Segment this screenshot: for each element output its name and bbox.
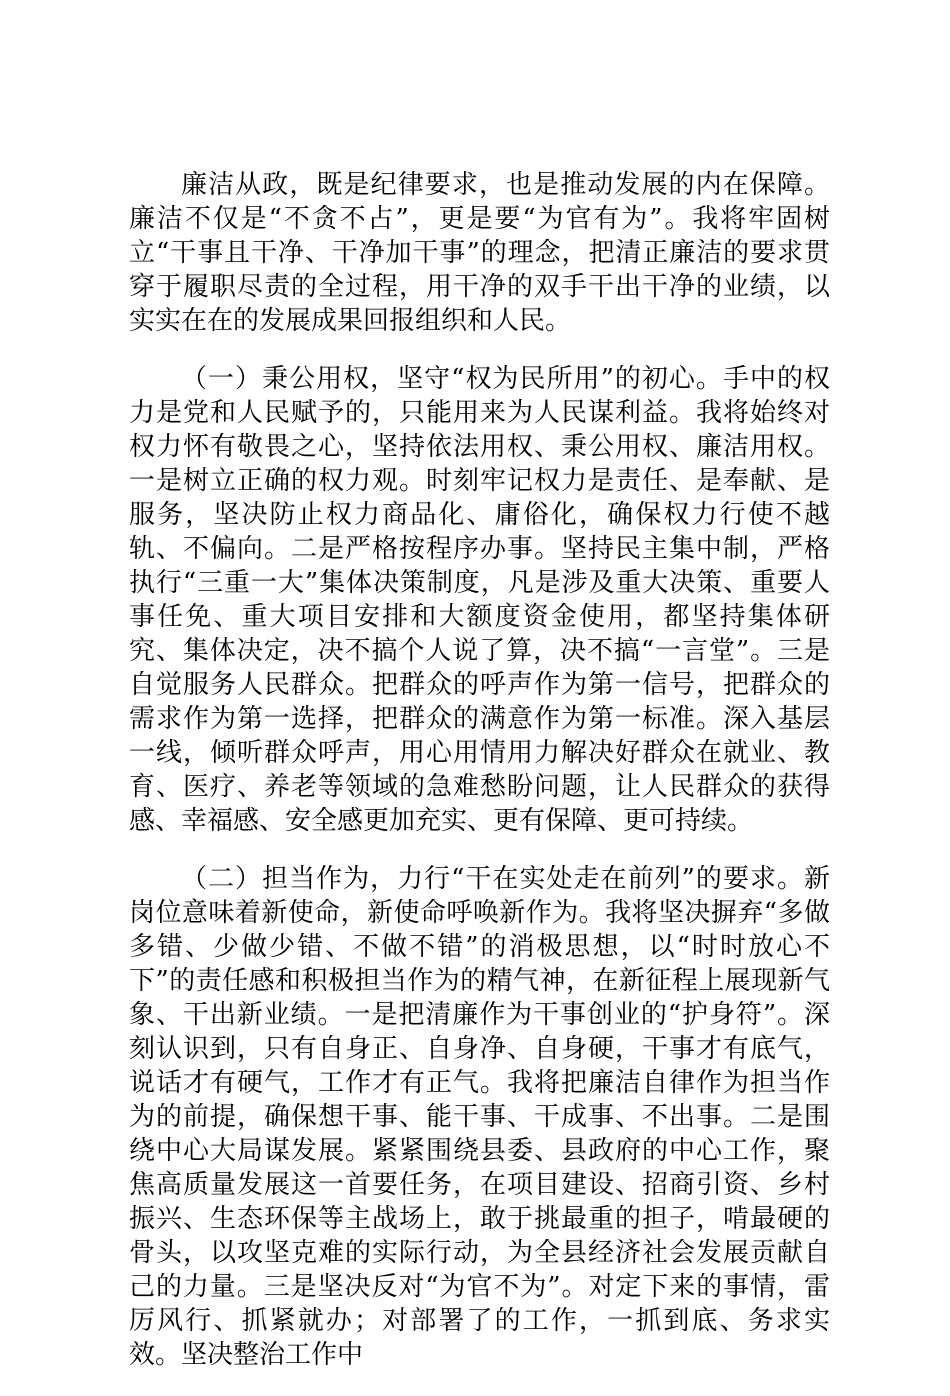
paragraph-section-2: （二）担当作为，力行“干在实处走在前列”的要求。新岗位意味着新使命，新使命呼唤新作为。我将坚决摒弃“多做多错、少做少错、不做不错”的消极思想，以“时时放心不下”的责任感和积极担当作为的精气神，在新征程上展现新气象、干出新业绩。一是把清廉作为干事创业的“护身符”。深刻认识到，只有自身正、自身净、自身硬，干事才有底气，说话才有硬气，工作才有正气。我将把廉洁自律作为担当作为的前提，确保想干事、能干事、干成事、不出事。二是围绕中心大局谋发展。紧紧围绕县委、县政府的中心工作，聚焦高质量发展这一首要任务，在项目建设、招商引资、乡村振兴、生态环保等主战场上，敢于挑最重的担子，啃最硬的骨头，以攻坚克难的实际行动，为全县经济社会发展贡献自己的力量。三是坚决反对“为官不为”。对定下来的事情，雷厉风行、抓紧就办；对部署了的工作，一抓到底、务求实效。坚决整治工作中 (129, 864, 830, 1370)
document-body (129, 168, 830, 1396)
paragraph-section-1: （一）秉公用权，坚守“权为民所用”的初心。手中的权力是党和人民赋予的，只能用来为人民谋利益。我将始终对权力怀有敬畏之心，坚持依法用权、秉公用权、廉洁用权。一是树立正确的权力观。时刻牢记权力是责任、是奉献、是服务，坚决防止权力商品化、庸俗化，确保权力行使不越轨、不偏向。二是严格按程序办事。坚持民主集中制，严格执行“三重一大”集体决策制度，凡是涉及重大决策、重要人事任免、重大项目安排和大额度资金使用，都坚持集体研究、集体决定，决不搞个人说了算，决不搞“一言堂”。三是自觉服务人民群众。把群众的呼声作为第一信号，把群众的需求作为第一选择，把群众的满意作为第一标准。深入基层一线，倾听群众呼声，用心用情用力解决好群众在就业、教育、医疗、养老等领域的急难愁盼问题，让人民群众的获得感、幸福感、安全感更加充实、更有保障、更可持续。 (129, 364, 830, 836)
paragraph-intro: 廉洁从政，既是纪律要求，也是推动发展的内在保障。廉洁不仅是“不贪不占”，更是要“为官有为”。我将牢固树立“干事且干净、干净加干事”的理念，把清正廉洁的要求贯穿于履职尽责的全过程，用干净的双手干出干净的业绩，以实实在在的发展成果回报组织和人民。 (129, 170, 830, 336)
